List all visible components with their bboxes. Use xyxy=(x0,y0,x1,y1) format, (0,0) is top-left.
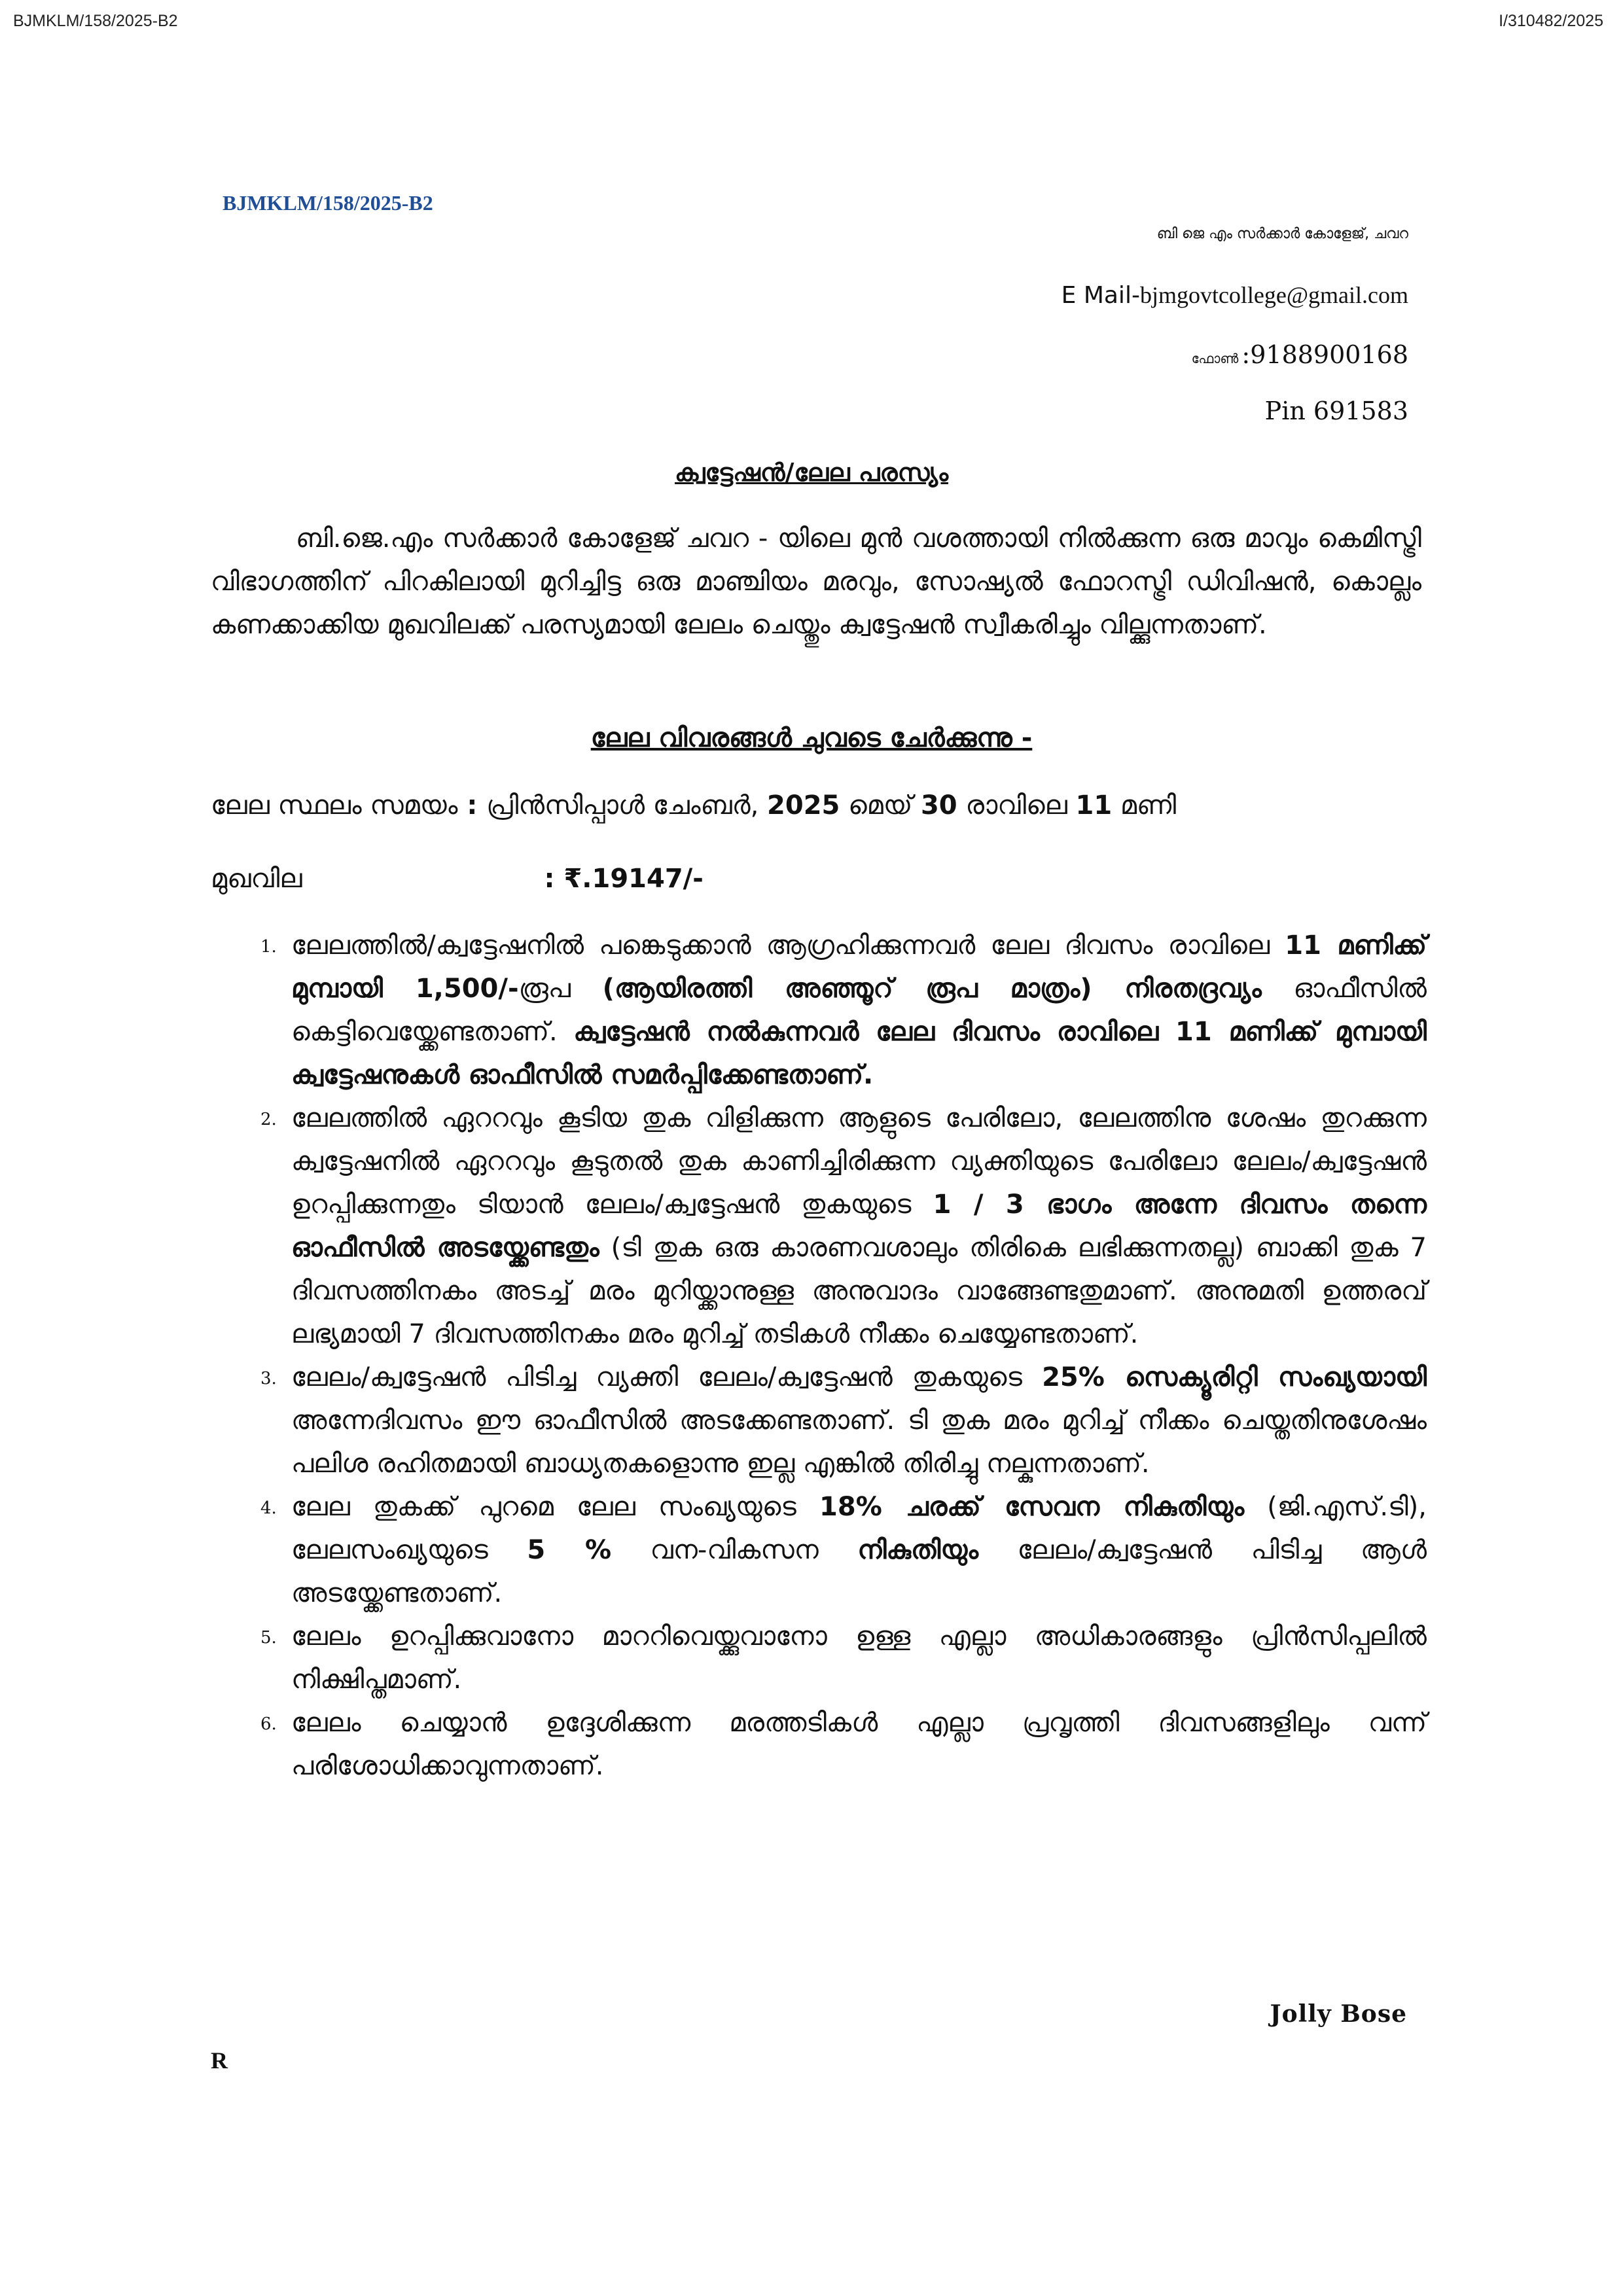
initial-mark: R xyxy=(211,2047,228,2074)
term-text: ലേലം ചെയ്യാൻ ഉദ്ദേശിക്കുന്ന മരത്തടികൾ എല്ലാ പ്രവൃത്തി ദിവസങ്ങളിലും വന്ന് പരിശോധിക്കാവുന്നതാണ്. xyxy=(291,1708,1427,1781)
venue-place: പ്രിൻസിപ്പാൾ ചേംബർ, xyxy=(486,790,768,821)
venue-day: 30 xyxy=(920,790,957,821)
email-address: bjmgovtcollege@gmail.com xyxy=(1139,282,1408,308)
term-bold-text: 18% ചരക്ക് സേവന നികുതിയും xyxy=(819,1492,1245,1522)
term-text: ലേലത്തിൽ/ക്വട്ടേഷനിൽ പങ്കെടുക്കാൻ ആഗ്രഹിക്കുന്നവർ ലേല ദിവസം രാവിലെ xyxy=(291,930,1285,961)
term-item xyxy=(209,1615,1427,1701)
face-value-row xyxy=(211,864,704,894)
email-line xyxy=(1061,281,1408,309)
term-text: (ടി തുക ഒരു കാരണവശാലും തിരികെ ലഭിക്കുന്നതല്ല) ബാക്കി തുക 7 ദിവസത്തിനകം അടച്ച് മരം മുറിയ്ക്കാനുള്ള അനുവാദം വാങ്ങേണ്ടതുമാണ്. അനുമതി ഉത്തരവ് ലഭ്യമായി 7 ദിവസത്തിനകം മരം മുറിച്ച് തടികൾ നീക്കം ചെയ്യേണ്ടതാണ്. xyxy=(291,1233,1427,1349)
header-file-number-right: I/310482/2025 xyxy=(1499,12,1603,30)
pin-code: Pin 691583 xyxy=(1264,397,1408,425)
term-number: 3. xyxy=(260,1369,277,1388)
term-text: ലേലം/ക്വട്ടേഷൻ പിടിച്ച ആൾ അടയ്ക്കേണ്ടതാണ്. xyxy=(291,1535,1427,1608)
signatory-name: Jolly Bose xyxy=(1270,2000,1407,2028)
phone-number: :9188900168 xyxy=(1241,340,1408,369)
face-value-amount: ₹.19147/- xyxy=(554,864,704,894)
term-number: 2. xyxy=(260,1110,277,1129)
face-value-label: മുഖവില xyxy=(211,864,302,894)
term-bold-text: 11 മണിക്ക് മുമ്പായി 1,500/- xyxy=(291,930,1427,1004)
venue-morning: രാവിലെ xyxy=(957,790,1076,821)
term-bold-text: നികുതിയും xyxy=(857,1535,978,1565)
term-item xyxy=(209,924,1427,1097)
term-item xyxy=(209,1701,1427,1788)
intro-paragraph xyxy=(211,517,1421,646)
term-text: വന-വികസന xyxy=(611,1535,858,1565)
reference-number: BJMKLM/158/2025-B2 xyxy=(223,191,433,215)
auction-venue-row xyxy=(211,790,1176,821)
term-text: ലേലം ഉറപ്പിക്കുവാനോ മാററിവെയ്ക്കുവാനോ ഉള്ള എല്ലാ അധികാരങ്ങളും പ്രിൻസിപ്പലിൽ നിക്ഷിപ്തമാണ്. xyxy=(291,1621,1427,1695)
term-bold-text: 5 % xyxy=(527,1535,612,1565)
term-text: ലേലത്തിൽ ഏററവും കൂടിയ തുക വിളിക്കുന്ന ആളുടെ പേരിലോ, ലേലത്തിനു ശേഷം തുറക്കുന്ന ക്വട്ടേഷനിൽ ഏററവും കൂടുതൽ തുക കാണിച്ചിരിക്കുന്ന വ്യക്തിയുടെ പേരിലോ ലേലം/ക്വട്ടേഷൻ ഉറപ്പിക്കുന്നതും ടിയാൻ ലേലം/ക്വട്ടേഷൻ തുകയുടെ xyxy=(291,1103,1427,1220)
venue-label: ലേല സ്ഥലം സമയം xyxy=(211,790,458,821)
email-label: E Mail- xyxy=(1061,282,1140,309)
term-text: ഓഫീസിൽ കെട്ടിവെയ്ക്കേണ്ടതാണ്. xyxy=(291,974,1427,1047)
term-number: 4. xyxy=(260,1498,277,1518)
college-address: ബി ജെ എം സർക്കാർ കോളേജ്, ചവറ xyxy=(1156,226,1408,242)
term-number: 1. xyxy=(260,937,277,957)
term-text: അന്നേദിവസം ഈ ഓഫീസിൽ അടക്കേണ്ടതാണ്. ടി തുക മരം മുറിച്ച് നീക്കം ചെയ്തതിനുശേഷം പലിശ രഹിതമായി ബാധ്യതകളൊന്നു ഇല്ല എങ്കിൽ തിരിച്ചു നല്കുന്നതാണ്. xyxy=(291,1405,1427,1479)
term-bold-text: ക്വട്ടേഷൻ നൽകുന്നവർ ലേല ദിവസം രാവിലെ 11 മണിക്ക് മുമ്പായി ക്വട്ടേഷനുകൾ ഓഫീസിൽ സമർപ്പിക്കേണ്ടതാണ്. xyxy=(291,1017,1427,1090)
term-text: ലേലം/ക്വട്ടേഷൻ പിടിച്ച വ്യക്തി ലേലം/ക്വട്ടേഷൻ തുകയുടെ xyxy=(291,1362,1043,1392)
term-item xyxy=(209,1356,1427,1485)
term-text: (ജി.എസ്.ടി), ലേലസംഖ്യയുടെ xyxy=(291,1492,1427,1565)
term-number: 5. xyxy=(260,1628,277,1648)
term-item xyxy=(209,1485,1427,1615)
notice-title: ക്വട്ടേഷൻ/ലേല പരസ്യം xyxy=(674,458,948,487)
term-number: 6. xyxy=(260,1714,277,1734)
intro-text: ബി.ജെ.എം സർക്കാർ കോളേജ് ചവറ - യിലെ മുൻ വശത്തായി നിൽക്കുന്ന ഒരു മാവും കെമിസ്ട്രി വിഭാഗത്തിന് പിറകിലായി മുറിച്ചിട്ട ഒരു മാഞ്ചിയം മരവും, സോഷ്യൽ ഫോറസ്ട്രി ഡിവിഷൻ, കൊല്ലം കണക്കാക്കിയ മുഖവിലക്ക് പരസ്യമായി ലേലം ചെയ്തും ക്വട്ടേഷൻ സ്വീകരിച്ചും വില്ക്കുന്നതാണ്. xyxy=(211,523,1421,640)
phone-line xyxy=(1192,340,1408,369)
header-file-number-left: BJMKLM/158/2025-B2 xyxy=(13,12,178,30)
venue-year: 2025 xyxy=(767,790,840,821)
term-bold-text: 1 / 3 ഭാഗം അന്നേ ദിവസം തന്നെ ഓഫീസിൽ അടയ്ക്കേണ്ടതും xyxy=(291,1190,1427,1263)
venue-colon: : xyxy=(457,790,487,821)
venue-time-unit: മണി xyxy=(1112,790,1177,821)
details-subtitle: ലേല വിവരങ്ങൾ ചുവടെ ചേർക്കുന്നു - xyxy=(590,723,1033,753)
term-bold-text: 25% സെക്യൂരിറ്റി സംഖ്യയായി xyxy=(1042,1362,1427,1392)
venue-month: മെയ് xyxy=(840,790,921,821)
face-value-colon: : xyxy=(544,864,555,894)
term-text: ലേല തുകക്ക് പുറമെ ലേല സംഖ്യയുടെ xyxy=(291,1492,820,1522)
terms-list xyxy=(209,924,1427,1788)
term-item xyxy=(209,1097,1427,1356)
term-text: രൂപ xyxy=(518,974,603,1004)
phone-label: ഫോൺ xyxy=(1191,351,1239,366)
term-bold-text: (ആയിരത്തി അഞ്ഞൂറ് രൂപ മാത്രം) നിരതദ്രവ്യം xyxy=(602,974,1262,1004)
venue-hour: 11 xyxy=(1075,790,1113,821)
